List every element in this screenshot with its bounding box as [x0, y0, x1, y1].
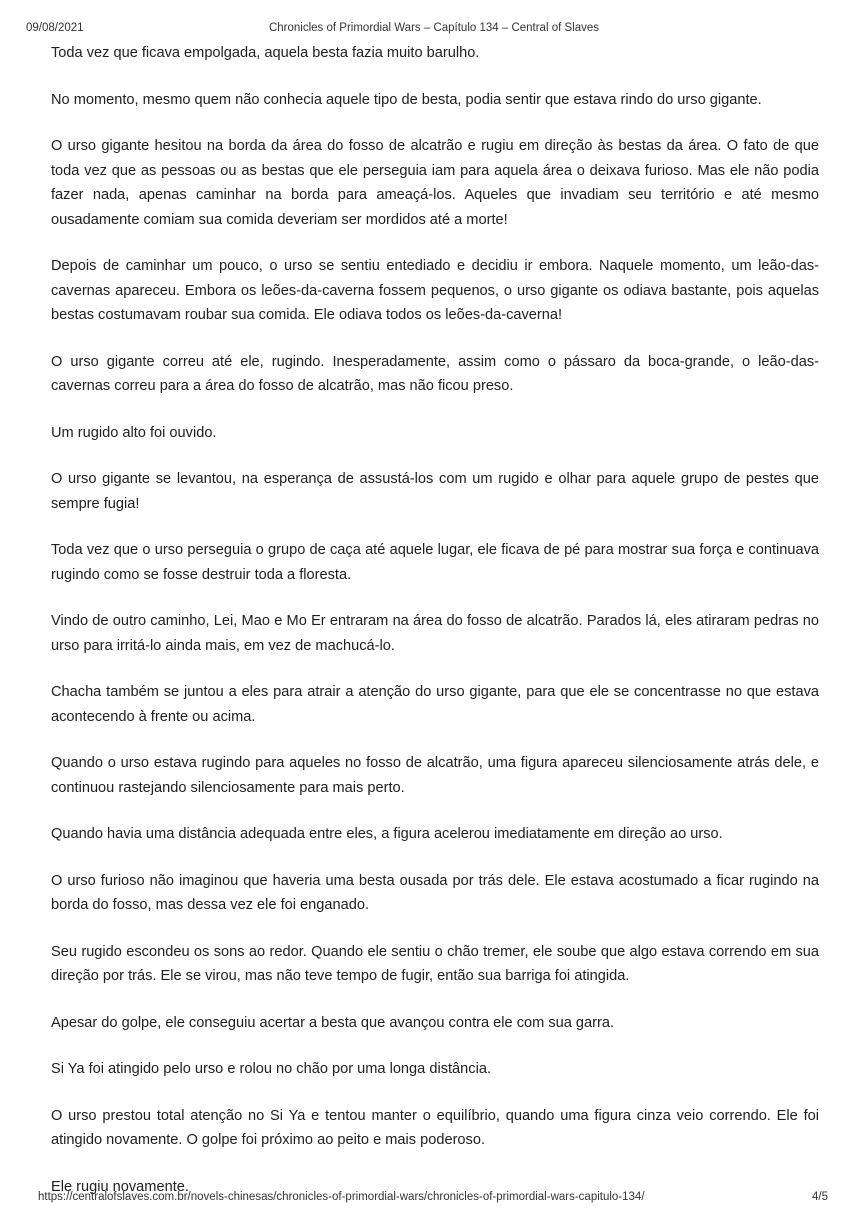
paragraph: Vindo de outro caminho, Lei, Mao e Mo Er entraram na área do fosso de alcatrão. Parados lá, eles atiraram pedras no urso para irritá-lo ainda mais, em vez de machucá-lo.	[51, 613, 819, 654]
print-date: 09/08/2021	[26, 22, 84, 34]
paragraph: O urso furioso não imaginou que haveria uma besta ousada por trás dele. Ele estava acostumado a ficar rugindo na borda do fosso, mas dessa vez ele foi enganado.	[51, 872, 819, 913]
paragraph: Seu rugido escondeu os sons ao redor. Quando ele sentiu o chão tremer, ele soube que algo estava correndo em sua direção por trás. Ele se virou, mas não teve tempo de fugir, então sua barriga foi atingida.	[51, 943, 819, 984]
paragraph: Ele rugiu novamente.	[51, 1178, 189, 1195]
document-title: Chronicles of Primordial Wars – Capítulo 134 – Central of Slaves	[268, 22, 600, 34]
page-number: 4/5	[812, 1191, 828, 1203]
paragraph: O urso prestou total atenção no Si Ya e tentou manter o equilíbrio, quando uma figura cinza veio correndo. Ele foi atingido novamente. O golpe foi próximo ao peito e mais poderoso.	[51, 1107, 819, 1148]
paragraph: O urso gigante correu até ele, rugindo. Inesperadamente, assim como o pássaro da boca-grande, o leão-das-cavernas correu para a área do fosso de alcatrão, mas não ficou preso.	[51, 353, 819, 394]
print-header	[26, 21, 842, 35]
paragraph: Chacha também se juntou a eles para atrair a atenção do urso gigante, para que ele se concentrasse no que estava acontecendo à frente ou acima.	[51, 684, 819, 725]
paragraph: Depois de caminhar um pouco, o urso se sentiu entediado e decidiu ir embora. Naquele momento, um leão-das-cavernas apareceu. Embora os leões-da-caverna fossem pequenos, o urso gigante os odiava bastante, pois aquelas bestas costumavam roubar sua comida. Ele odiava todos os leões-da-caverna!	[51, 258, 819, 323]
paragraph: O urso gigante hesitou na borda da área do fosso de alcatrão e rugiu em direção às bestas da área. O fato de que toda vez que as pessoas ou as bestas que ele perseguia iam para aquela área o deixava furioso. Mas ele não podia fazer nada, apenas caminhar na borda para ameaçá-los. Aqueles que invadiam seu território e até mesmo ousadamente comiam sua comida deveriam ser mordidos até a morte!	[51, 138, 819, 228]
paragraph: Um rugido alto foi ouvido.	[51, 424, 217, 441]
paragraph: O urso gigante se levantou, na esperança de assustá-los com um rugido e olhar para aquele grupo de pestes que sempre fugia!	[51, 471, 819, 512]
paragraph: Quando havia uma distância adequada entre eles, a figura acelerou imediatamente em direção ao urso.	[51, 826, 723, 842]
print-footer	[38, 1190, 828, 1204]
paragraph: Si Ya foi atingido pelo urso e rolou no chão por uma longa distância.	[51, 1061, 491, 1077]
chapter-body	[51, 41, 819, 1221]
paragraph: Toda vez que o urso perseguia o grupo de caça até aquele lugar, ele ficava de pé para mostrar sua força e continuava rugindo como se fosse destruir toda a floresta.	[51, 542, 819, 583]
paragraph: Quando o urso estava rugindo para aqueles no fosso de alcatrão, uma figura apareceu silenciosamente atrás dele, e continuou rastejando silenciosamente para mais perto.	[51, 755, 819, 796]
paragraph: Toda vez que ficava empolgada, aquela besta fazia muito barulho.	[51, 45, 480, 61]
source-url[interactable]: https://centralofslaves.com.br/novels-chinesas/chronicles-of-primordial-wars/chronicles-of-primordial-wars-capitulo-134/	[38, 1191, 645, 1203]
paragraph: No momento, mesmo quem não conhecia aquele tipo de besta, podia sentir que estava rindo do urso gigante.	[51, 91, 762, 108]
paragraph: Apesar do golpe, ele conseguiu acertar a besta que avançou contra ele com sua garra.	[51, 1014, 615, 1031]
